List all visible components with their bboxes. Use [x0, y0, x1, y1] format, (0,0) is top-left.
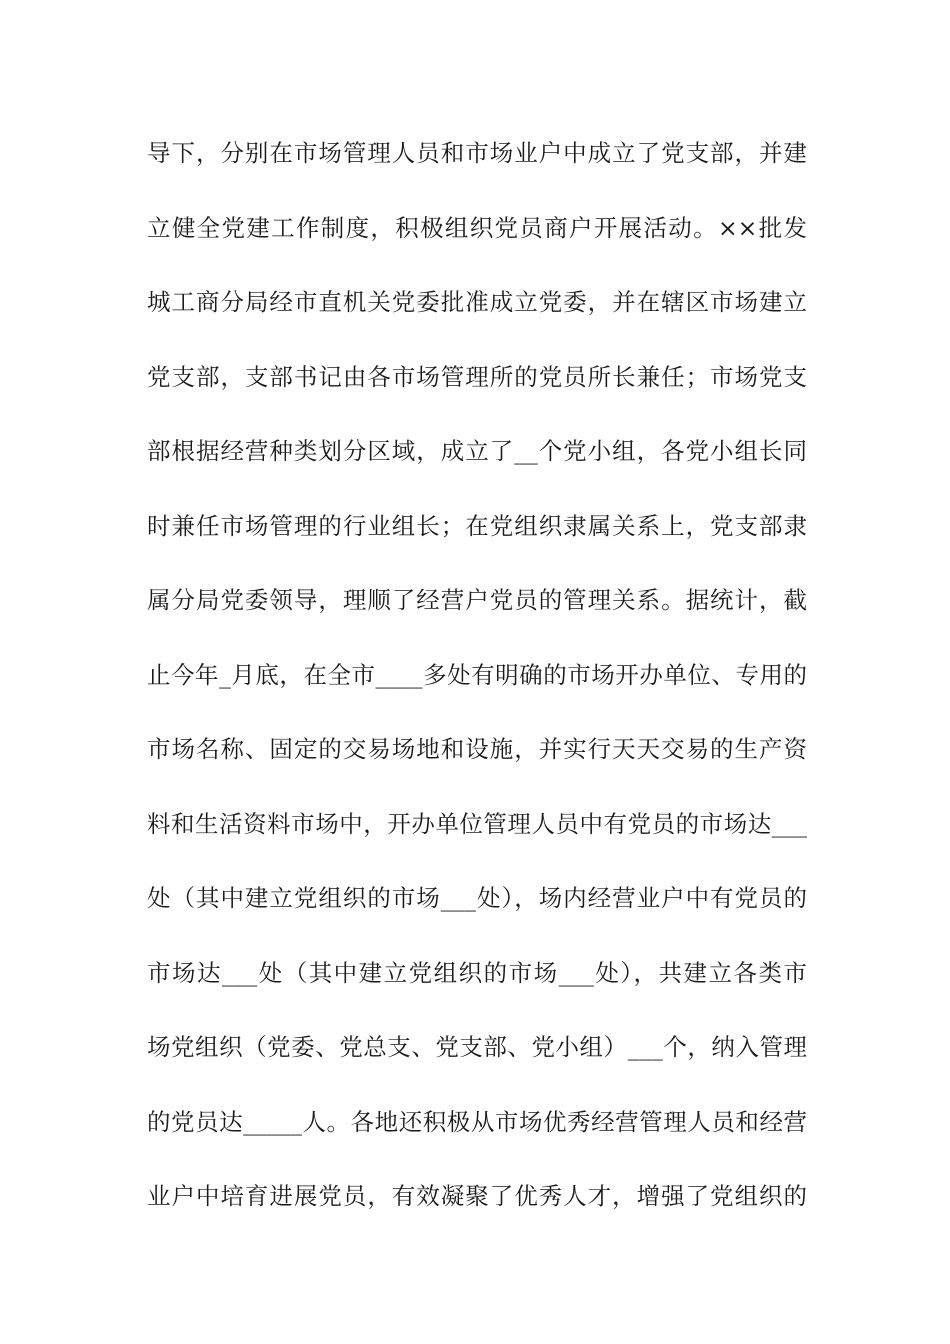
text-line: 立健全党建工作制度，积极组织党员商户开展活动。××批发	[147, 213, 807, 242]
text-line: 市场名称、固定的交易场地和设施，并实行天天交易的生产资	[147, 735, 807, 763]
text-line: 党支部，支部书记由各市场管理所的党员所长兼任；市场党支	[147, 362, 807, 391]
text-line: 市场达___处（其中建立党组织的市场___处），共建立各类市	[147, 958, 807, 987]
text-line: 场党组织（党委、党总支、党支部、党小组）___个，纳入管理	[147, 1033, 807, 1061]
text-line: 导下，分别在市场管理人员和市场业户中成立了党支部，并建	[147, 139, 807, 167]
text-line: 业户中培育进展党员，有效凝聚了优秀人才，增强了党组织的	[147, 1182, 807, 1210]
text-line: 时兼任市场管理的行业组长；在党组织隶属关系上，党支部隶	[147, 511, 807, 540]
text-line: 属分局党委领导，理顺了经营户党员的管理关系。据统计，截	[147, 586, 807, 614]
text-line: 城工商分局经市直机关党委批准成立党委，并在辖区市场建立	[147, 288, 807, 316]
text-line: 处（其中建立党组织的市场___处），场内经营业户中有党员的	[147, 884, 807, 912]
text-line: 止今年_月底，在全市____多处有明确的市场开办单位、专用的	[147, 660, 807, 689]
text-line: 部根据经营种类划分区域，成立了__个党小组，各党小组长同	[147, 437, 807, 465]
body-text	[147, 133, 807, 1251]
text-line: 料和生活资料市场中，开办单位管理人员中有党员的市场达___	[147, 809, 807, 838]
text-line: 的党员达_____人。各地还积极从市场优秀经营管理人员和经营	[147, 1107, 807, 1136]
